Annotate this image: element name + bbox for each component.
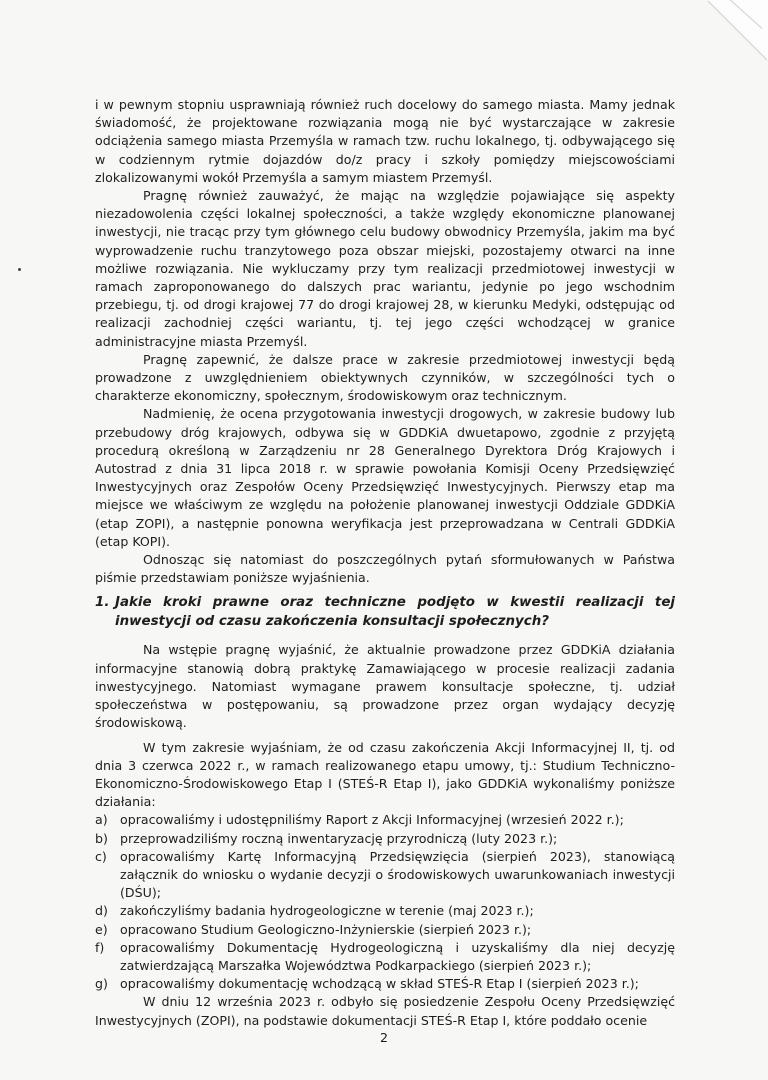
list-item-label: e): [95, 921, 108, 937]
list-item-label: d): [95, 903, 108, 919]
list-item-text: zakończyliśmy badania hydrogeologiczne w terenie (maj 2023 r.);: [120, 903, 534, 919]
list-item-text: opracowano Studium Geologiczno-Inżynierskie (sierpień 2023 r.);: [120, 921, 532, 937]
list-item: [95, 975, 675, 993]
page-number: 2: [379, 1030, 388, 1045]
list-item-text: opracowaliśmy Kartę Informacyjną Przedsięwzięcia (sierpień 2023), stanowiącą załącznik do wniosku o wydanie decyzji o środowiskowych uwarunkowaniach inwestycji (DŚU);: [120, 848, 675, 901]
list-item-text: przeprowadziliśmy roczną inwentaryzację przyrodniczą (luty 2023 r.);: [120, 830, 558, 846]
paragraph-zopi: W dniu 12 września 2023 r. odbyło się posiedzenie Zespołu Oceny Przedsięwzięć Inwestycyjnych (ZOPI), na podstawie dokumentacji STEŚ-R Etap I, które poddało ocenie: [95, 994, 675, 1028]
paragraph-wyjasnienia-intro: Odnosząc się natomiast do poszczególnych pytań sformułowanych w Państwa piśmie przedstawiam poniższe wyjaśnienia.: [95, 552, 675, 586]
list-item: [95, 921, 675, 939]
list-item-label: g): [95, 976, 108, 992]
page-corner-fold: [708, 0, 768, 60]
actions-list: [95, 811, 675, 993]
paragraph-continuation: i w pewnym stopniu usprawniają również ruch docelowy do samego miasta. Mamy jednak świadomość, że projektowane rozwiązania mogą nie być wystarczające w zakresie odciążenia samego miasta Przemyśla w ramach tzw. ruchu lokalnego, tj. odbywającego się w codziennym rytmie dojazdów do/z pracy i szkoły pomiędzy miejscowościami zlokalizowanymi wokół Przemyśla a samym miastem Przemyśl.: [95, 97, 675, 185]
list-item-label: b): [95, 830, 108, 846]
list-item-label: f): [95, 939, 105, 955]
document-body: [95, 96, 675, 1030]
list-item: [95, 811, 675, 829]
list-item-text: opracowaliśmy Dokumentację Hydrogeologiczną i uzyskaliśmy dla niej decyzję zatwierdzającą Marszałka Województwa Podkarpackiego (sierpień 2023 r.);: [120, 939, 675, 973]
list-item: [95, 939, 675, 975]
list-item-label: a): [95, 812, 108, 828]
list-item-label: c): [95, 848, 107, 864]
question-heading: [95, 593, 675, 631]
list-item-text: opracowaliśmy i udostępniliśmy Raport z Akcji Informacyjnej (wrzesień 2022 r.);: [120, 812, 624, 828]
list-item-text: opracowaliśmy dokumentację wchodzącą w skład STEŚ-R Etap I (sierpień 2023 r.);: [120, 976, 639, 992]
scan-speck: [18, 268, 21, 271]
question-text: Jakie kroki prawne oraz techniczne podjęto w kwestii realizacji tej inwestycji od czasu zakończenia konsultacji społecznych?: [115, 595, 675, 630]
list-item: [95, 848, 675, 903]
paragraph-procedura: Nadmienię, że ocena przygotowania inwestycji drogowych, w zakresie budowy lub przebudowy dróg krajowych, odbywa się w GDDKiA dwuetapowo, zgodnie z przyjętą procedurą określoną w Zarządzeniu nr 28 Generalnego Dyrektora Dróg Krajowych i Autostrad z dnia 31 lipca 2018 r. w sprawie powołania Komisji Oceny Przedsięwzięć Inwestycyjnych oraz Zespołów Oceny Przedsięwzięć Inwestycyjnych. Pierwszy etap ma miejsce we właściwym ze względu na położenie planowanej inwestycji Oddziale GDDKiA (etap ZOPI), a następnie ponowna weryfikacja jest przeprowadzana w Centrali GDDKiA (etap KOPI).: [95, 406, 675, 549]
paragraph-zapewnienie: Pragnę zapewnić, że dalsze prace w zakresie przedmiotowej inwestycji będą prowadzone z uwzględnieniem obiektywnych czynników, w szczególności tych o charakterze ekonomiczny, społecznym, środowiskowym oraz technicznym.: [95, 351, 675, 404]
list-item: [95, 830, 675, 848]
list-item: [95, 902, 675, 920]
paragraph-answer-intro: Na wstępie pragnę wyjaśnić, że aktualnie prowadzone przez GDDKiA działania informacyjne stanowią dobrą praktykę Zamawiającego w procesie realizacji zadania inwestycyjnego. Natomiast wymagane prawem konsultacje społeczne, tj. udział społeczeństwa w postępowaniu, są prowadzone przez organ wydający decyzję środowiskową.: [95, 642, 675, 731]
question-number: 1.: [95, 595, 110, 611]
paragraph-rozwiazania: Pragnę również zauważyć, że mając na względzie pojawiające się aspekty niezadowolenia części lokalnej społeczności, a także względy ekonomiczne planowanej inwestycji, nie tracąc przy tym głównego celu budowy obwodnicy Przemyśla, jakim ma być wyprowadzenie ruchu tranzytowego poza obszar miejski, pozostajemy otwarci na inne możliwe rozwiązania. Nie wykluczamy przy tym realizacji przedmiotowej inwestycji w ramach zaproponowanego do dalszych prac wariantu, jedynie po jego wschodnim przebiegu, tj. od drogi krajowej 77 do drogi krajowej 28, w kierunku Medyki, odstępując od realizacji zachodniej części wariantu, tj. tej jego części wchodzącej w granice administracyjne miasta Przemyśl.: [95, 188, 675, 349]
paragraph-actions-intro: W tym zakresie wyjaśniam, że od czasu zakończenia Akcji Informacyjnej II, tj. od dnia 3 czerwca 2022 r., w ramach realizowanego etapu umowy, tj.: Studium Techniczno-Ekonomiczno-Środowiskowego Etap I (STEŚ-R Etap I), jako GDDKiA wykonaliśmy poniższe działania:: [95, 739, 675, 810]
